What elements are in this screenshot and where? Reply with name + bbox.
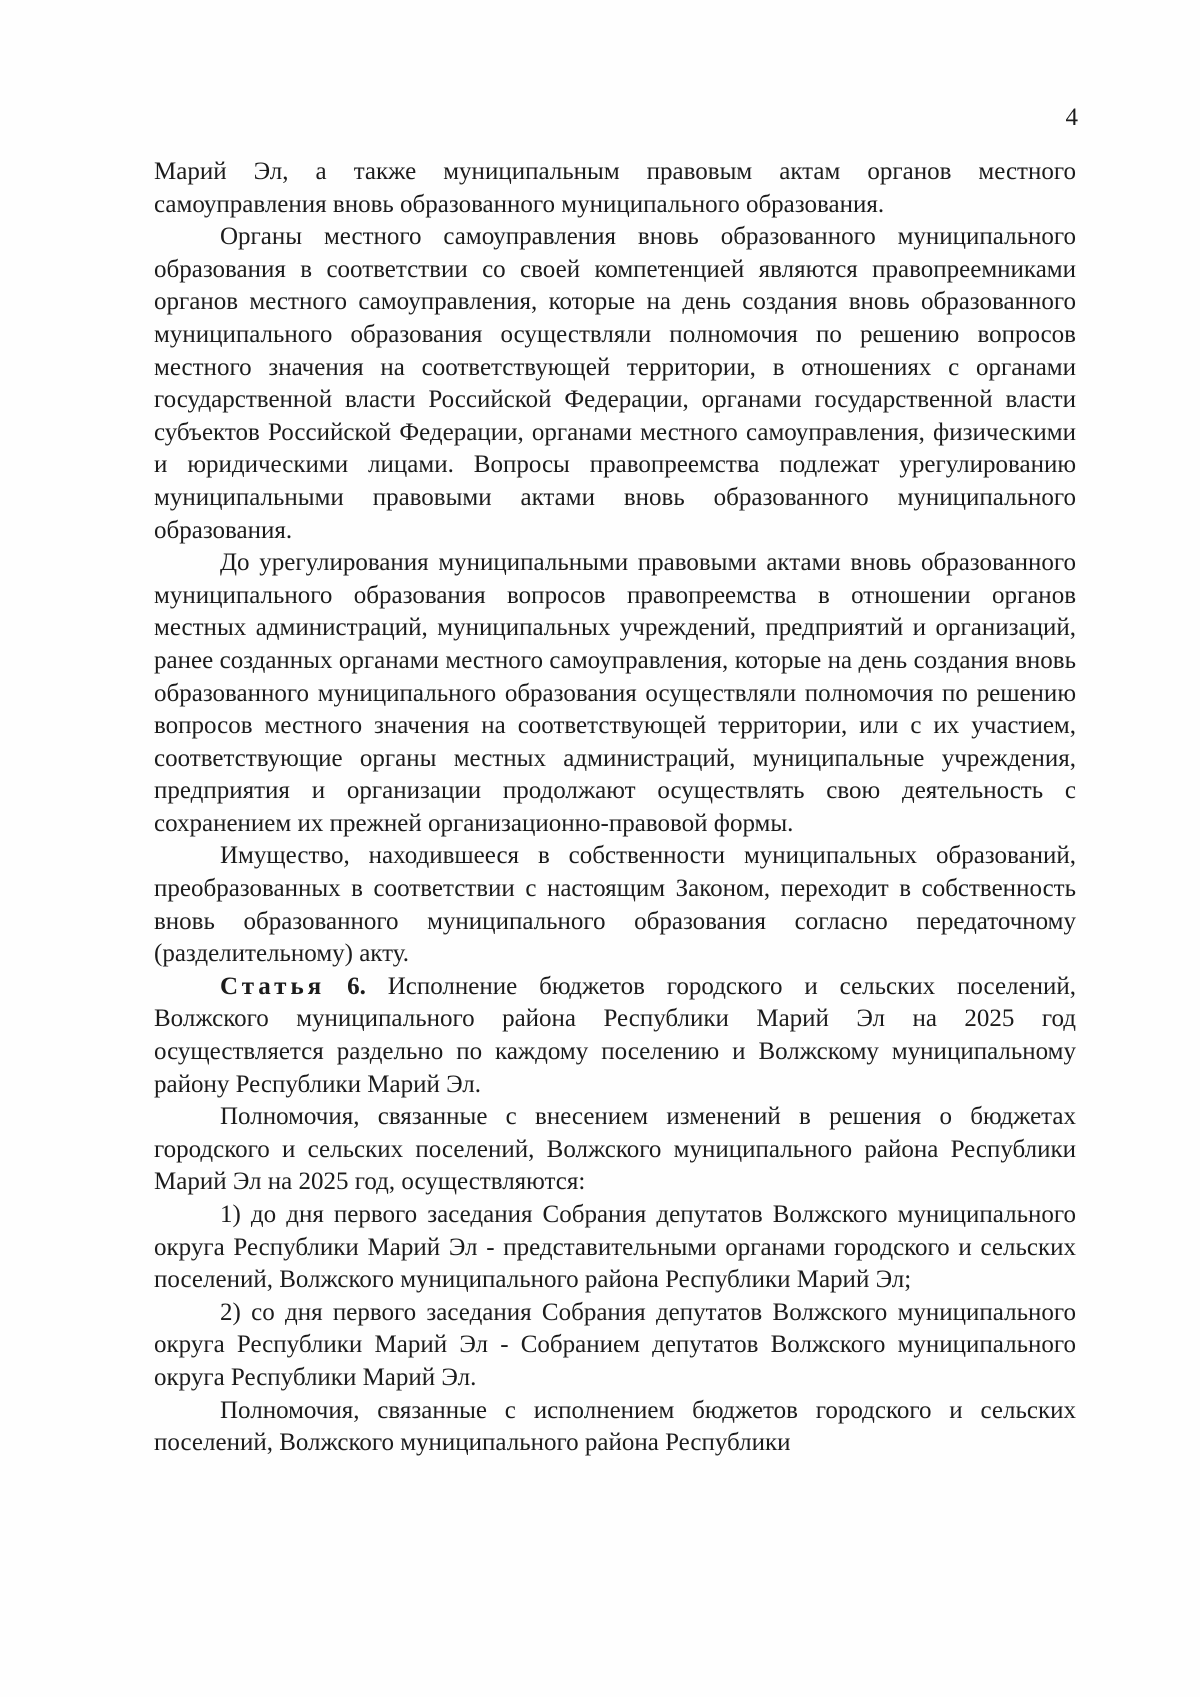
article-number: 6. (347, 972, 366, 1000)
list-item-1: 1) до дня первого заседания Собрания депутатов Волжского муниципального округа Республики Марий Эл - представительными органами городского и сельских поселений, Волжского муниципального района Республики Марий Эл; (154, 1201, 1076, 1294)
article-6-text: Исполнение бюджетов городского и сельских поселений, Волжского муниципального района Республики Марий Эл на 2025 год осуществляется раздельно по каждому поселению и Волжскому муниципальному району Республики Марий Эл. (154, 972, 1077, 1098)
article-label: Статья (220, 972, 326, 1000)
document-body (154, 156, 1076, 1460)
paragraph-succession-institutions: До урегулирования муниципальными правовыми актами вновь образованного муниципального образования вопросов правопреемства в отношении органов местных администраций, муниципальных учреждений, предприятий и организаций, ранее созданных органами местного самоуправления, которые на день создания вновь образованного муниципального образования осуществляли полномочия по решению вопросов местного значения на соответствующей территории, или с их участием, соответствующие органы местных администраций, муниципальные учреждения, предприятия и организации продолжают осуществлять свою деятельность с сохранением их прежней организационно-правовой формы. (154, 549, 1076, 837)
page-number: 4 (1065, 104, 1078, 131)
paragraph-budget-amendment-powers: Полномочия, связанные с внесением изменений в решения о бюджетах городского и сельских поселений, Волжского муниципального района Республики Марий Эл на 2025 год, осуществляются: (154, 1103, 1076, 1196)
paragraph-property: Имущество, находившееся в собственности муниципальных образований, преобразованных в соответствии с настоящим Законом, переходит в собственность вновь образованного муниципального образования согласно передаточному (разделительному) акту. (154, 842, 1076, 968)
paragraph-continuation: Марий Эл, а также муниципальным правовым актам органов местного самоуправления вновь образованного муниципального образования. (154, 158, 1076, 218)
paragraph-succession-bodies: Органы местного самоуправления вновь образованного муниципального образования в соответствии со своей компетенцией являются правопреемниками органов местного самоуправления, которые на день создания вновь образованного муниципального образования осуществляли полномочия по решению вопросов местного значения на соответствующей территории, в отношениях с органами государственной власти Российской Федерации, органами государственной власти субъектов Российской Федерации, органами местного самоуправления, физическими и юридическими лицами. Вопросы правопреемства подлежат урегулированию муниципальными правовыми актами вновь образованного муниципального образования. (154, 223, 1076, 544)
list-item-2: 2) со дня первого заседания Собрания депутатов Волжского муниципального округа Республики Марий Эл - Собранием депутатов Волжского муниципального округа Республики Марий Эл. (154, 1298, 1076, 1391)
article-6-paragraph (154, 971, 1076, 1101)
paragraph-budget-execution-powers: Полномочия, связанные с исполнением бюджетов городского и сельских поселений, Волжского муниципального района Республики (154, 1396, 1076, 1457)
